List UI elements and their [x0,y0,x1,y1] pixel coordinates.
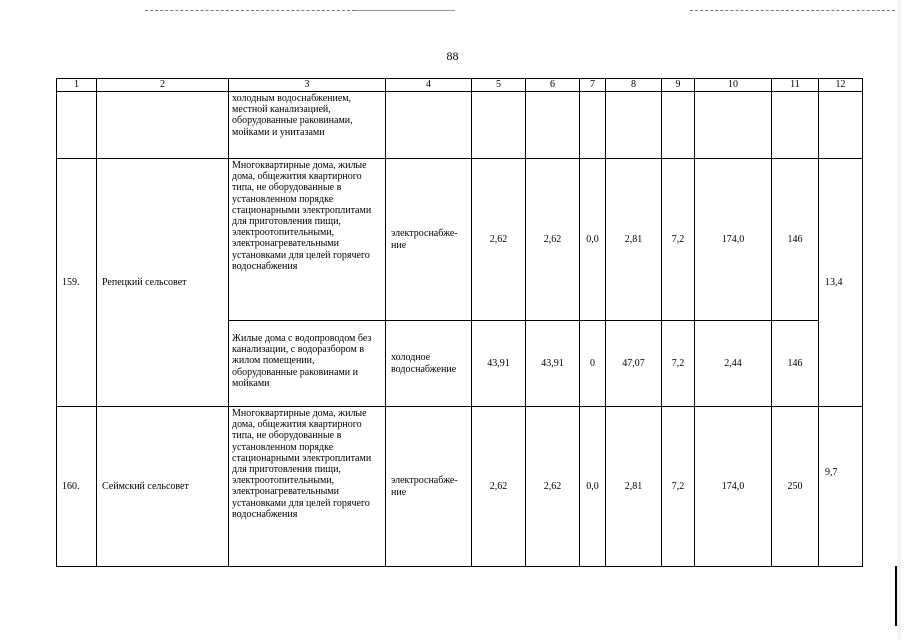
cell-empty [695,92,772,159]
scan-edge [897,0,901,640]
cell-empty [772,92,819,159]
col-header-6: 6 [526,79,580,92]
value-cell-9: 7,2 [662,407,695,567]
value-cell-7: 0,0 [580,159,606,321]
value-cell-6: 43,91 [526,321,580,407]
cell-empty [580,92,606,159]
cell-empty [386,92,472,159]
value-cell-6: 2,62 [526,159,580,321]
cell-empty [472,92,526,159]
resource-cell: электроснабжение [386,407,472,567]
top-rule-left [145,10,355,11]
settlement-name: Репецкий сельсовет [97,159,229,407]
row-number: 159. [57,159,97,407]
value-cell-5: 43,91 [472,321,526,407]
resource-cell: электроснабжение [386,159,472,321]
page-number: 88 [446,49,459,63]
value-cell-10: 174,0 [695,159,772,321]
row-number: 160. [57,407,97,567]
col-header-8: 8 [606,79,662,92]
col-header-10: 10 [695,79,772,92]
value-cell-11: 146 [772,321,819,407]
data-table [56,78,863,567]
scan-edge-mark [895,566,897,626]
cell-empty [97,92,229,159]
value-cell-11: 146 [772,159,819,321]
value-cell-11: 250 [772,407,819,567]
description-cell: Многоквартирные дома, жилые дома, общежития квартирного типа, не оборудованные в установленном порядке стационарными электроплитами для приготовления пищи, электроотопительными, электронагревательными установками для целей горячего водоснабжения [229,407,386,567]
value-cell-12: 13,4 [819,159,863,407]
value-cell-10: 174,0 [695,407,772,567]
resource-cell: холодное водоснабжение [386,321,472,407]
value-cell-10: 2,44 [695,321,772,407]
value-cell-7: 0 [580,321,606,407]
cell-empty [57,92,97,159]
table-row [57,407,863,567]
cell-empty [662,92,695,159]
cell-empty [606,92,662,159]
top-rule-right [690,10,895,11]
value-cell-8: 47,07 [606,321,662,407]
value-cell-5: 2,62 [472,159,526,321]
continuation-row [57,92,863,159]
value-cell-7: 0,0 [580,407,606,567]
value-cell-8: 2,81 [606,159,662,321]
value-cell-6: 2,62 [526,407,580,567]
value-cell-9: 7,2 [662,321,695,407]
top-rule-mid [355,10,455,11]
description-cell: Многоквартирные дома, жилые дома, общежития квартирного типа, не оборудованные в установленном порядке стационарными электроплитами для приготовления пищи, электроотопительными, электронагревательными установками для целей горячего водоснабжения [229,159,386,321]
table-row [57,159,863,321]
cell-empty [819,92,863,159]
col-header-9: 9 [662,79,695,92]
cell-empty [526,92,580,159]
settlement-name: Сеймский сельсовет [97,407,229,567]
value-cell-8: 2,81 [606,407,662,567]
description-cell: холодным водоснабжением, местной канализацией, оборудованные раковинами, мойками и унитазами [229,92,386,159]
col-header-2: 2 [97,79,229,92]
col-header-5: 5 [472,79,526,92]
value-cell-9: 7,2 [662,159,695,321]
col-header-4: 4 [386,79,472,92]
value-cell-12: 9,7 [819,407,863,567]
value-cell-5: 2,62 [472,407,526,567]
col-header-7: 7 [580,79,606,92]
col-header-12: 12 [819,79,863,92]
col-header-1: 1 [57,79,97,92]
col-header-11: 11 [772,79,819,92]
header-row [57,79,863,92]
col-header-3: 3 [229,79,386,92]
description-cell: Жилые дома с водопроводом без канализации, с водоразбором в жилом помещении, оборудованные раковинами и мойками [229,321,386,407]
